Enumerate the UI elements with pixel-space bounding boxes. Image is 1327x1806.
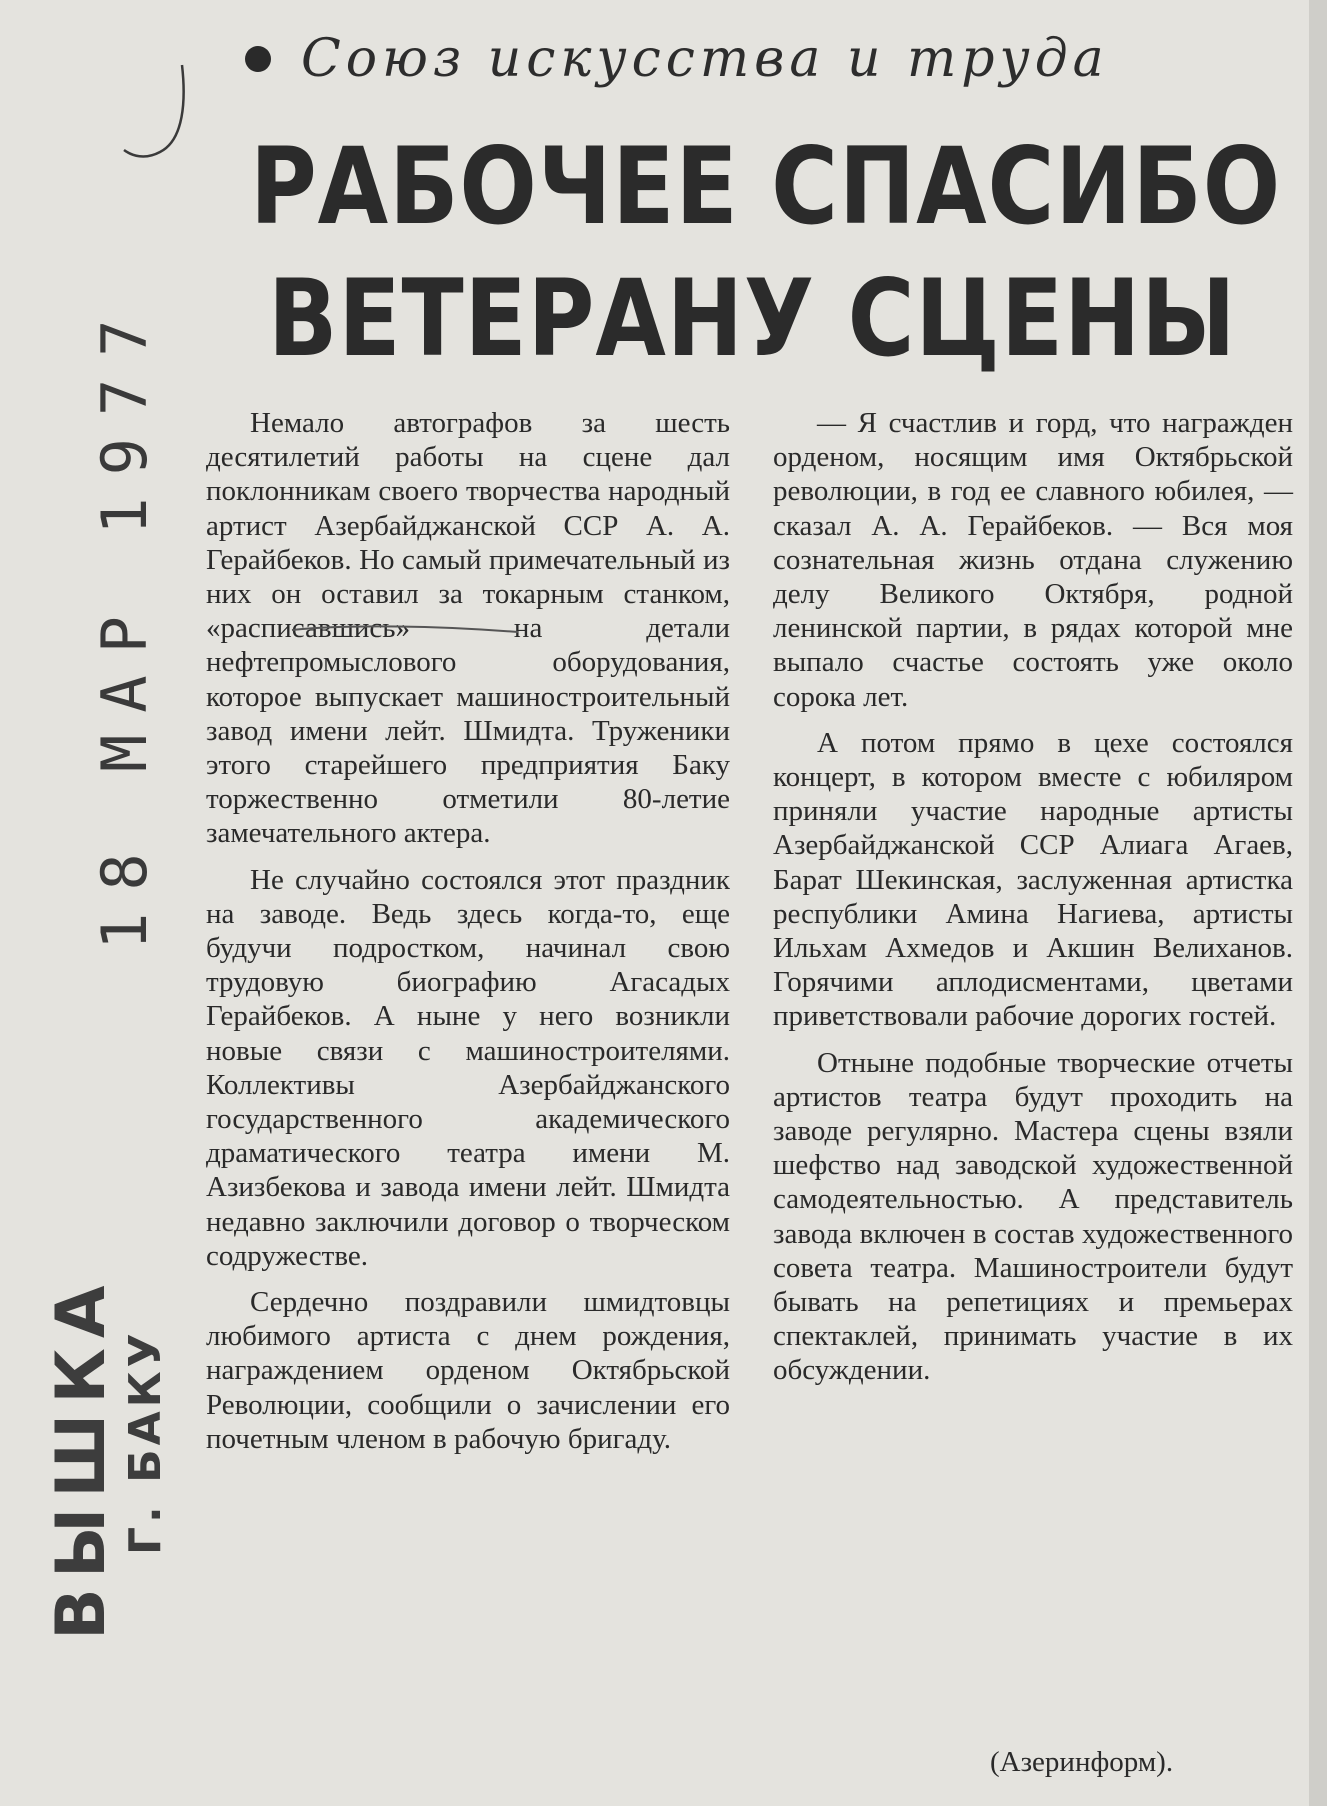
pen-mark — [120, 60, 200, 170]
article-paragraph: Отныне подобные творческие отчеты артистов театра будут проходить на заводе регулярно. Мастера сцены взяли шефство над заводской художественной самодеятельностью. А представитель завода включен в состав художественного совета театра. Машиностроители будут бывать на репетициях и премьерах спектаклей, принимать участие в их обсуждении. — [773, 1046, 1293, 1387]
signoff-source: (Азеринформ). — [990, 1746, 1174, 1778]
article-paragraph: Немало автографов за шесть десятилетий работы на сцене дал поклонникам своего творчества народный артист Азербайджанской ССР А. А. Герайбеков. Но самый примечательный из них он оставил за токарным станком, «расписавшись» на детали нефтепромыслового оборудования, которое выпускает машиностроительный завод имени лейт. Шмидта. Труженики этого старейшего предприятия Баку торжественно отметили 80-летие замечательного актера. — [206, 407, 730, 850]
stamp-city: Г. БАКУ — [120, 1329, 171, 1555]
stamp-date: 18 МАР 1977 — [88, 297, 161, 950]
article-paragraph: — Я счастлив и горд, что награжден орденом, носящим имя Октябрьской революции, в год ее славного юбилея, — сказал А. А. Герайбеков. — Вся моя сознательная жизнь отдана служению делу Великого Октября, родной ленинской партии, в рядах которой мне выпало счастье состоять уже около сорока лет. — [773, 407, 1293, 713]
pencil-underline — [290, 618, 520, 638]
article-paragraph: Не случайно состоялся этот праздник на заводе. Ведь здесь когда-то, еще будучи подростком, начинал свою трудовую биографию Агасадых Герайбеков. А ныне у него возникли новые связи с машиностроителями. Коллективы Азербайджанского государственного академического драматического театра имени М. Азизбекова и завода имени лейт. Шмидта недавно заключили договор о творческом содружестве. — [206, 863, 730, 1272]
headline-line-2: ВЕТЕРАНУ СЦЕНЫ — [268, 257, 1237, 380]
article-column-left — [206, 406, 730, 1468]
rubric — [245, 24, 1185, 94]
bullet-icon — [245, 46, 271, 72]
article-column-right — [773, 406, 1293, 1400]
stamp-newspaper-name: ВЫШКА — [42, 1275, 121, 1640]
rubric-text: Союз искусства и труда — [301, 29, 1109, 89]
article-paragraph: Сердечно поздравили шмидтовцы любимого артиста с днем рождения, награждением орденом Октябрьской Революции, сообщили о зачислении его почетным членом в рабочую бригаду. — [206, 1286, 730, 1455]
paper-edge — [1309, 0, 1327, 1806]
article-paragraph: А потом прямо в цехе состоялся концерт, в котором вместе с юбиляром приняли участие народные артисты Азербайджанской ССР Алиага Агаев, Барат Шекинская, заслуженная артистка республики Амина Нагиева, артисты Ильхам Ахмедов и Акшин Велиханов. Горячими аплодисментами, цветами приветствовали рабочие дорогих гостей. — [773, 726, 1293, 1033]
headline-line-1: РАБОЧЕЕ СПАСИБО — [250, 125, 1282, 248]
